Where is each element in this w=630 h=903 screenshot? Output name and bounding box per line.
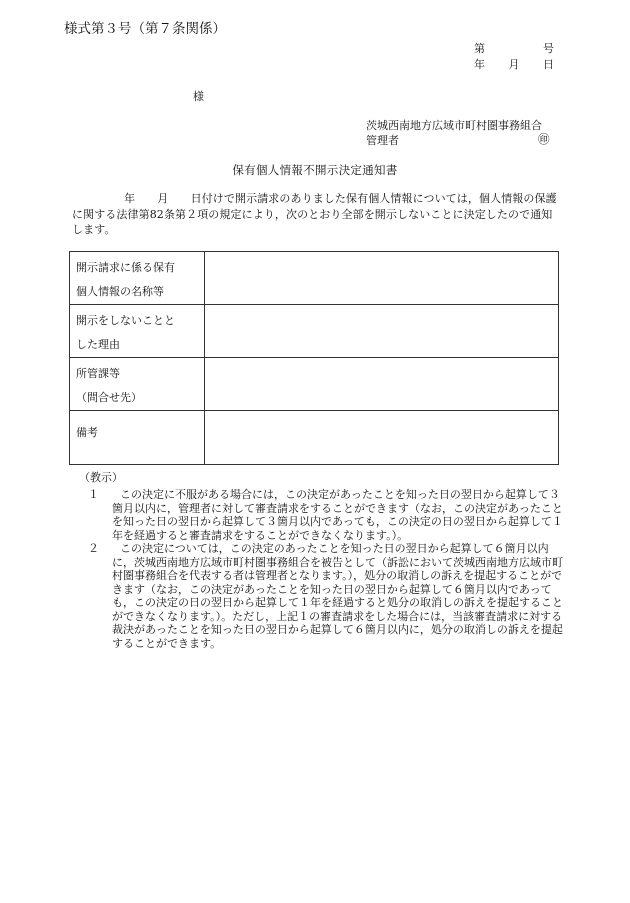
row-value — [205, 305, 559, 358]
row-label — [70, 358, 205, 411]
note-text: この決定については，この決定のあったことを知った日の翌日から起算して６箇月以内に，茨城西南地方広域市町村圏事務組合を被告として（訴訟において茨城西南地方広域市町村圏事務組合を代表する者は管理者となります。），処分の取消しの訴えを提起することができます（なお，この決定があったことを知った日の翌日から起算して６箇月以内であっても，この決定の日の翌日から起算して１年を経過すると処分の取消しの訴えを提起することができなくなります。）。ただし，上記１の審査請求をした場合には，当該審査請求に対する裁決があったことを知った日の翌日から起算して６箇月以内に，処分の取消しの訴えを提起することができます。 — [112, 542, 563, 650]
notes-heading: （教示） — [79, 471, 123, 484]
table-row — [70, 305, 559, 358]
row-label-line1: 開示をしないことと — [76, 314, 175, 327]
row-label — [70, 305, 205, 358]
document-title: 保有個人情報不開示決定通知書 — [232, 163, 398, 177]
row-value — [205, 411, 559, 465]
note-item — [88, 542, 568, 650]
info-table — [69, 251, 559, 465]
doc-number-label: 第 — [474, 42, 485, 55]
table-row — [70, 411, 559, 465]
date-day-label: 日 — [543, 58, 554, 71]
row-value — [205, 358, 559, 411]
row-label-line2: した理由 — [76, 338, 120, 351]
row-label-line2: 個人情報の名称等 — [76, 285, 164, 298]
row-label-line1: 備考 — [76, 426, 98, 439]
row-label-line1: 所管課等 — [76, 367, 120, 380]
note-text: この決定に不服がある場合には，この決定があったことを知った日の翌日から起算して３箇月以内に，管理者に対して審査請求をすることができます（なお，この決定があったことを知った日の翌日から起算して３箇月以内であっても，この決定の日の翌日から起算して１年を経過すると審査請求をすることができなくなります。）。 — [112, 488, 563, 542]
addressee-suffix: 様 — [193, 90, 204, 103]
body-paragraph: 年 月 日付けで開示請求のありました保有個人情報については，個人情報の保護に関する法律第82条第２項の規定により，次のとおり全部を開示しないことに決定したので通知します。 — [72, 192, 557, 236]
table-row — [70, 358, 559, 411]
date-year-label: 年 — [474, 58, 485, 71]
issuer-title: 管理者 — [366, 134, 399, 147]
row-label — [70, 411, 205, 465]
note-number: ２ — [88, 542, 99, 555]
issuer-organization: 茨城西南地方広域市町村圏事務組合 — [366, 119, 542, 132]
row-value — [205, 252, 559, 305]
note-item — [88, 488, 568, 542]
doc-number-suffix: 号 — [543, 42, 554, 55]
row-label-line1: 開示請求に係る保有 — [76, 261, 175, 274]
row-label-line2: （問合せ先） — [76, 391, 142, 404]
date-month-label: 月 — [508, 58, 520, 71]
seal-mark: ㊞ — [538, 132, 550, 146]
row-label — [70, 252, 205, 305]
form-number: 様式第３号（第７条関係） — [64, 21, 226, 37]
note-number: １ — [88, 488, 99, 501]
issue-date — [474, 56, 554, 72]
table-row — [70, 252, 559, 305]
